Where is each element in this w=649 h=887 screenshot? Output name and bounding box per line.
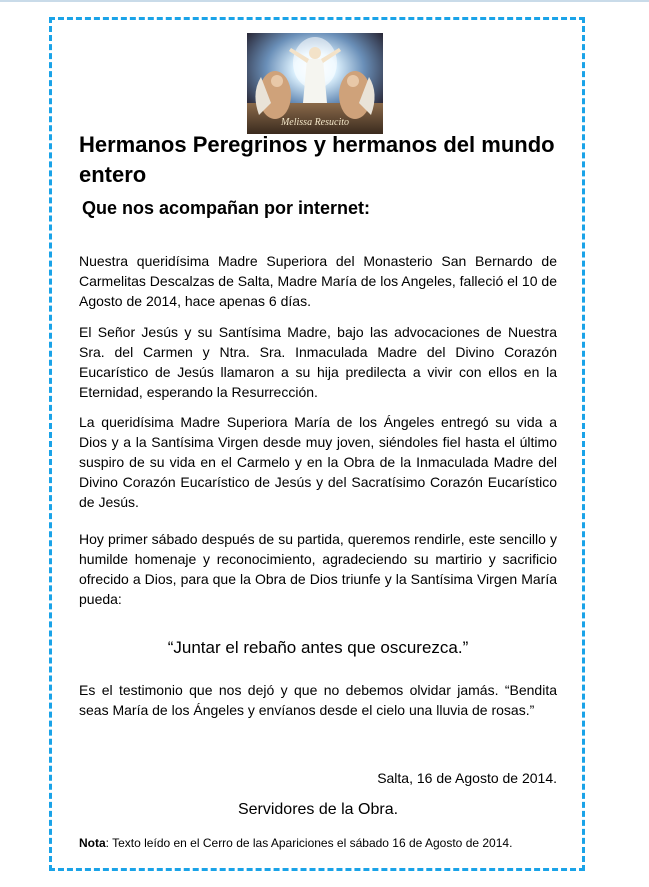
top-divider	[0, 0, 649, 2]
paragraph-1: Nuestra queridísima Madre Superiora del Monasterio San Bernardo de Carmelitas Descalzas de Salta, Madre María de los Angeles, falleció el 10 de Agosto de 2014, hace apenas 6 días.	[79, 253, 557, 309]
footnote-label: Nota	[79, 836, 106, 850]
signature: Servidores de la Obra.	[237, 801, 399, 818]
footnote-text: : Texto leído en el Cerro de las Apariciones el sábado 16 de Agosto de 2014.	[105, 836, 513, 850]
footnote	[79, 835, 557, 851]
paragraph-3: La queridísima Madre Superiora María de los Ángeles entregó su vida a Dios y a la Santísima Virgen desde muy joven, siéndoles fiel hasta el último suspiro de su vida en el Carmelo y en la Obra de la Inmaculada Madre del Divino Corazón Eucarístico de Jesús y del Sacratísimo Corazón Eucarístico de Jesús.	[79, 414, 557, 510]
paragraph-4: Hoy primer sábado después de su partida, queremos rendirle, este sencillo y humilde homenaje y reconocimiento, agradeciendo su martirio y sacrificio ofrecido a Dios, para que la Obra de Dios triunfe y la Santísima Virgen María pueda:	[79, 531, 557, 607]
place-date: Salta, 16 de Agosto de 2014.	[377, 770, 557, 786]
image-signature: Melissa Resucito	[280, 117, 350, 128]
resurrection-image	[247, 33, 383, 134]
page-title: Hermanos Peregrinos y hermanos del mundo entero	[79, 132, 555, 187]
closing-paragraph: Es el testimonio que nos dejó y que no debemos olvidar jamás. “Bendita seas María de los Ángeles y envíanos desde el cielo una lluvia de rosas.”	[79, 682, 557, 718]
quote: “Juntar el rebaño antes que oscurezca.”	[167, 638, 469, 657]
paragraph-2: El Señor Jesús y su Santísima Madre, bajo las advocaciones de Nuestra Sra. del Carmen y Ntra. Sra. Inmaculada Madre del Divino Corazón Eucarístico de Jesús llamaron a su hija predilecta a vivir con ellos en la Eternidad, esperando la Resurrección.	[79, 324, 557, 400]
page-subtitle: Que nos acompañan por internet:	[82, 198, 371, 218]
